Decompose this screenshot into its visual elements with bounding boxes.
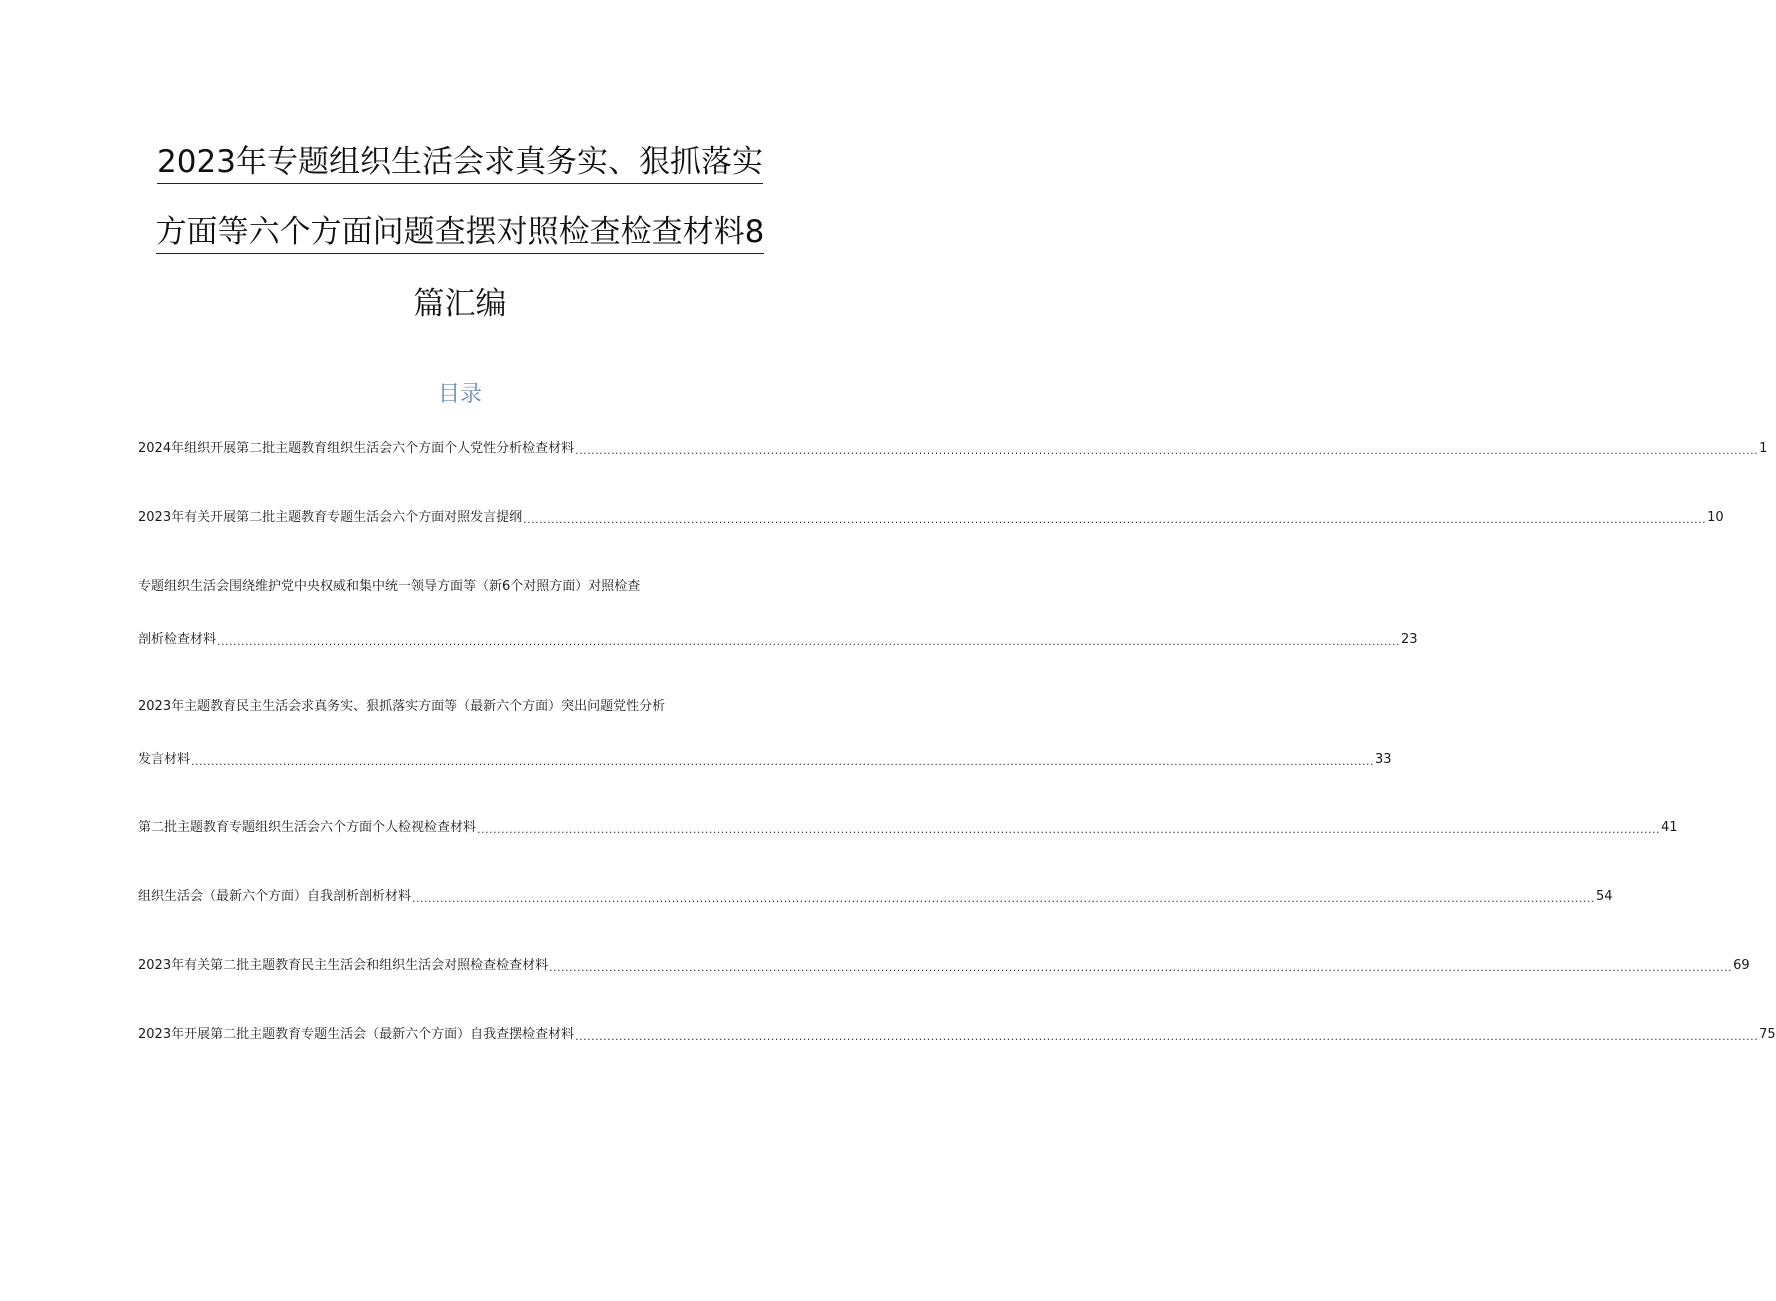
toc-page-number: 10 (1707, 510, 1724, 525)
toc-entry-text-line-1: 专题组织生活会围绕维护党中央权威和集中统一领导方面等（新6个对照方面）对照检查 (138, 579, 641, 594)
toc-entry-7[interactable] (138, 957, 1750, 975)
toc-entry-text: 2023年有关第二批主题教育民主生活会和组织生活会对照检查检查材料 (138, 958, 549, 973)
toc-entry-6[interactable] (138, 888, 1613, 906)
toc-entry-text: 发言材料 (138, 752, 191, 767)
title-text-3: 篇汇编 (413, 286, 507, 322)
toc-entry-text-line-1: 2023年主题教育民主生活会求真务实、狠抓落实方面等（最新六个方面）突出问题党性分析 (138, 699, 666, 714)
title-text-2: 方面等六个方面问题查摆对照检查检查材料8 (156, 214, 765, 254)
title-text-1: 2023年专题组织生活会求真务实、狠抓落实 (157, 144, 763, 184)
toc-entry-1[interactable] (138, 440, 1768, 458)
toc-page-number: 1 (1759, 441, 1768, 456)
dot-leader: ........................................................................................................................................................................................................................................................................................................ (575, 1030, 1759, 1043)
toc-entry-text: 2024年组织开展第二批主题教育组织生活会六个方面个人党性分析检查材料 (138, 441, 575, 456)
dot-leader: ........................................................................................................................................................................................................................................................................................................ (191, 755, 1375, 768)
toc-page-number: 41 (1661, 820, 1678, 835)
dot-leader: ........................................................................................................................................................................................................................................................................................................ (477, 823, 1661, 836)
toc-entry-4[interactable] (138, 698, 1392, 769)
toc-entry-text: 第二批主题教育专题组织生活会六个方面个人检视检查材料 (138, 820, 477, 835)
toc-page-number: 33 (1375, 752, 1392, 767)
dot-leader: ........................................................................................................................................................................................................................................................................................................ (575, 444, 1759, 457)
toc-entry-text: 2023年开展第二批主题教育专题生活会（最新六个方面）自我查摆检查材料 (138, 1027, 575, 1042)
dot-leader: ........................................................................................................................................................................................................................................................................................................ (412, 892, 1596, 905)
document-title-line-3 (0, 284, 920, 324)
dot-leader: ........................................................................................................................................................................................................................................................................................................ (523, 513, 1707, 526)
toc-entry-text: 2023年有关开展第二批主题教育专题生活会六个方面对照发言提纲 (138, 510, 523, 525)
toc-page-number: 23 (1401, 632, 1418, 647)
document-title-line-2 (0, 212, 920, 252)
toc-page-number: 75 (1759, 1027, 1776, 1042)
toc-entry-text: 剖析检查材料 (138, 632, 217, 647)
toc-entry-5[interactable] (138, 819, 1678, 837)
toc-entry-8[interactable] (138, 1026, 1776, 1044)
document-title-line-1 (0, 142, 920, 182)
toc-page-number: 69 (1733, 958, 1750, 973)
toc-page-number: 54 (1596, 889, 1613, 904)
toc-entry-3[interactable] (138, 578, 1418, 649)
toc-entry-text: 组织生活会（最新六个方面）自我剖析剖析材料 (138, 889, 412, 904)
toc-entry-2[interactable] (138, 509, 1724, 527)
toc-heading: 目录 (437, 382, 482, 407)
dot-leader: ........................................................................................................................................................................................................................................................................................................ (549, 961, 1733, 974)
dot-leader: ........................................................................................................................................................................................................................................................................................................ (217, 635, 1401, 648)
